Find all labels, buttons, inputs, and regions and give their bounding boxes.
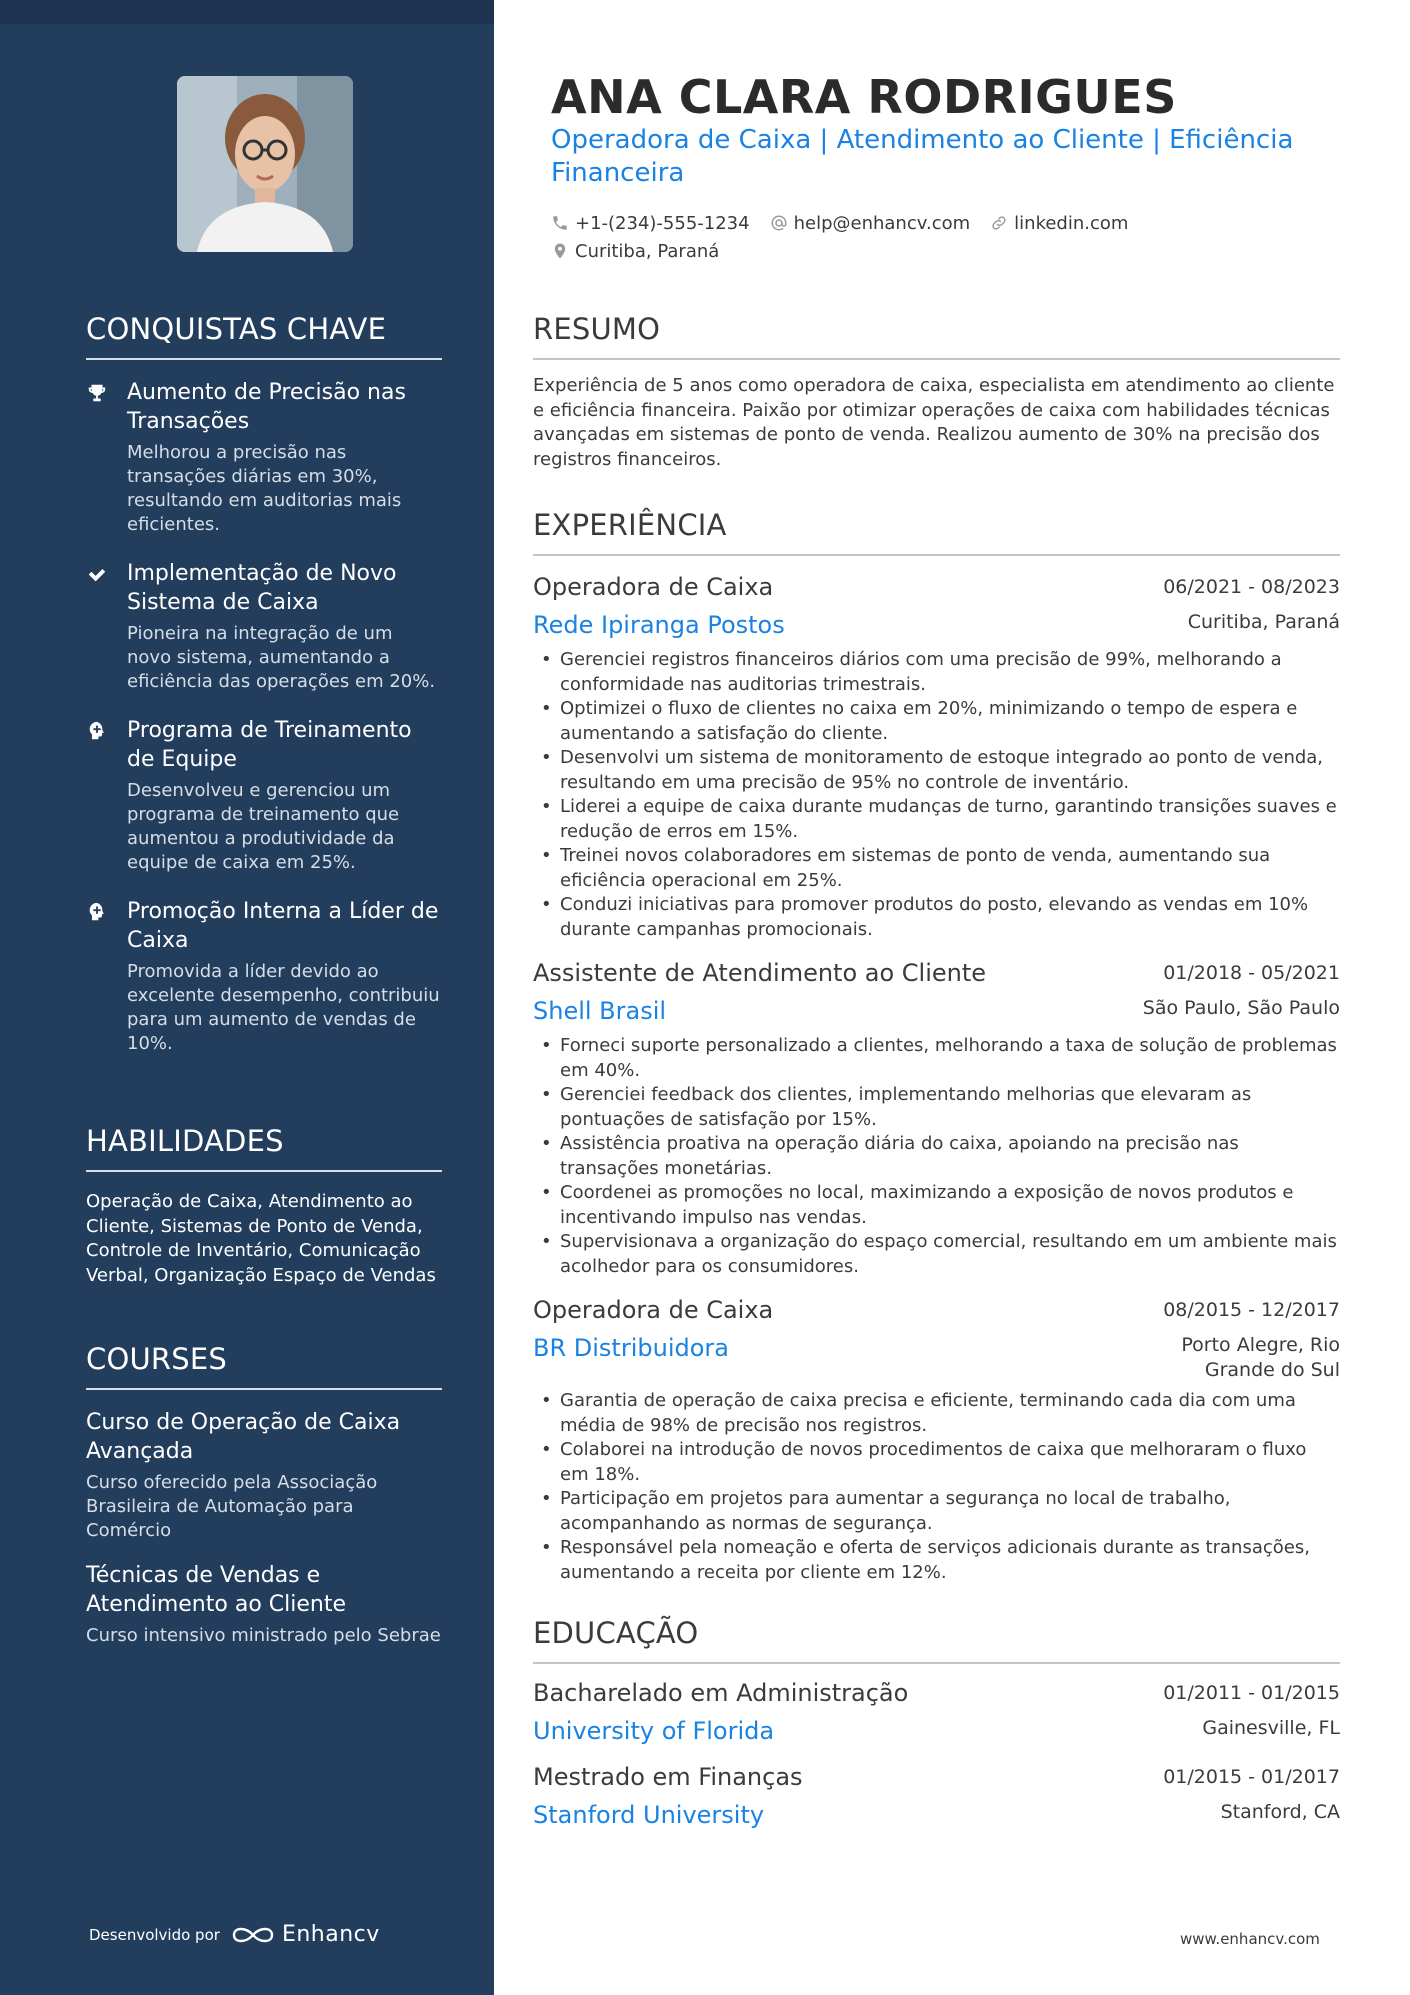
- job-bullet: • Conduzi iniciativas para promover produtos do posto, elevando as vendas em 10% durante campanhas promocionais.: [533, 893, 1340, 942]
- job-dates: 06/2021 - 08/2023: [1163, 576, 1340, 598]
- job-location: São Paulo, São Paulo: [1142, 997, 1340, 1019]
- phone-text: +1-(234)-555-1234: [575, 212, 750, 234]
- education-dates: 01/2015 - 01/2017: [1163, 1766, 1340, 1788]
- job-bullet: • Forneci suporte personalizado a clientes, melhorando a taxa de solução de problemas em 40%.: [533, 1034, 1340, 1083]
- profile-photo: [177, 76, 353, 252]
- achievement-description: Pioneira na integração de um novo sistema, aumentando a eficiência das operações em 20%.: [127, 623, 436, 692]
- skills-heading: HABILIDADES: [86, 1124, 442, 1172]
- job-bullet: • Colaborei na introdução de novos procedimentos de caixa que melhoraram o fluxo em 18%.: [533, 1438, 1340, 1487]
- job-bullet: • Treinei novos colaboradores em sistemas de ponto de venda, aumentando sua eficiência operacional em 25%.: [533, 844, 1340, 893]
- job-bullet: • Gerenciei feedback dos clientes, implementando melhorias que elevaram as pontuações de satisfação por 15%.: [533, 1083, 1340, 1132]
- brain-icon: [86, 901, 108, 923]
- sidebar-top-strip: [0, 0, 494, 24]
- education-school: University of Florida: [533, 1717, 775, 1745]
- job-title: Operadora de Caixa: [533, 1296, 774, 1324]
- education-degree: Mestrado em Finanças: [533, 1763, 803, 1791]
- course-title: Curso de Operação de Caixa Avançada: [86, 1410, 401, 1464]
- email-text: help@enhancv.com: [793, 212, 971, 234]
- achievement-item: [86, 716, 442, 875]
- enhancv-logo-icon: [230, 1923, 276, 1947]
- education-location: Stanford, CA: [1220, 1801, 1340, 1823]
- job-bullet: • Assistência proativa na operação diária do caixa, apoiando na precisão nas transações monetárias.: [533, 1132, 1340, 1181]
- achievement-item: [86, 378, 442, 537]
- job-company: BR Distribuidora: [533, 1334, 729, 1362]
- courses-heading: COURSES: [86, 1342, 442, 1390]
- linkedin-contact[interactable]: [990, 213, 1128, 234]
- candidate-headline: Operadora de Caixa | Atendimento ao Cliente | Eficiência Financeira: [551, 125, 1294, 188]
- achievement-item: [86, 559, 442, 694]
- powered-by: [89, 1922, 380, 1947]
- achievement-title: Promoção Interna a Líder de Caixa: [127, 899, 439, 953]
- achievements-heading: CONQUISTAS CHAVE: [86, 312, 442, 360]
- job-bullets: [533, 1389, 1340, 1585]
- education-degree: Bacharelado em Administração: [533, 1679, 909, 1707]
- phone-icon: [551, 214, 569, 232]
- brand-name: Enhancv: [281, 1922, 380, 1947]
- skills-section: [86, 1124, 442, 1288]
- candidate-name: ANA CLARA RODRIGUES: [551, 70, 1177, 124]
- job-bullet: • Garantia de operação de caixa precisa e eficiente, terminando cada dia com uma média de 98% de precisão nos registros.: [533, 1389, 1340, 1438]
- job-bullets: [533, 648, 1340, 942]
- summary-heading: RESUMO: [533, 312, 1340, 360]
- summary-text: Experiência de 5 anos como operadora de caixa, especialista em atendimento ao cliente e eficiência financeira. Paixão por otimizar operações de caixa com habilidades técnicas avançadas em sistemas de ponto de venda. Realizou aumento de 30% na precisão dos registros financeiros.: [533, 375, 1335, 470]
- location-pin-icon: [551, 242, 569, 260]
- achievement-description: Melhorou a precisão nas transações diárias em 30%, resultando em auditorias mais eficientes.: [127, 442, 402, 535]
- enhancv-logo[interactable]: [230, 1922, 380, 1947]
- job-entry: [533, 570, 1340, 942]
- education-section: [533, 1616, 1340, 1842]
- job-bullet: • Responsável pela nomeação e oferta de serviços adicionais durante as transações, aumentando a receita por cliente em 12%.: [533, 1536, 1340, 1585]
- contact-info: [551, 209, 1148, 265]
- job-bullet: • Gerenciei registros financeiros diários com uma precisão de 99%, melhorando a conformidade nas auditorias trimestrais.: [533, 648, 1340, 697]
- skills-text: Operação de Caixa, Atendimento ao Cliente, Sistemas de Ponto de Venda, Controle de Inventário, Comunicação Verbal, Organização Espaço de Vendas: [86, 1191, 436, 1286]
- email-contact[interactable]: [770, 213, 971, 234]
- sidebar: [0, 0, 494, 1995]
- job-title: Operadora de Caixa: [533, 573, 774, 601]
- education-heading: EDUCAÇÃO: [533, 1616, 1340, 1664]
- trophy-icon: [86, 382, 108, 404]
- experience-heading: EXPERIÊNCIA: [533, 508, 1340, 556]
- experience-section: [533, 508, 1340, 1585]
- job-bullet: • Participação em projetos para aumentar a segurança no local de trabalho, acompanhando as normas de segurança.: [533, 1487, 1340, 1536]
- check-icon: [86, 563, 108, 585]
- phone-contact[interactable]: [551, 213, 750, 234]
- job-bullet: • Supervisionava a organização do espaço comercial, resultando em um ambiente mais acolhedor para os consumidores.: [533, 1230, 1340, 1279]
- job-location: Porto Alegre, Rio Grande do Sul: [1181, 1334, 1340, 1381]
- education-entry: [533, 1676, 1340, 1748]
- job-dates: 01/2018 - 05/2021: [1163, 962, 1340, 984]
- education-school: Stanford University: [533, 1801, 765, 1829]
- course-description: Curso intensivo ministrado pelo Sebrae: [86, 1625, 441, 1646]
- job-company: Rede Ipiranga Postos: [533, 611, 785, 639]
- achievement-description: Desenvolveu e gerenciou um programa de treinamento que aumentou a produtividade da equipe de caixa em 25%.: [127, 780, 400, 873]
- at-icon: [770, 214, 788, 232]
- job-company: Shell Brasil: [533, 997, 667, 1025]
- job-entry: [533, 1293, 1340, 1585]
- education-entry: [533, 1760, 1340, 1832]
- job-location: Curitiba, Paraná: [1187, 611, 1340, 633]
- powered-by-label: Desenvolvido por: [89, 1925, 220, 1944]
- job-title: Assistente de Atendimento ao Cliente: [533, 959, 987, 987]
- education-dates: 01/2011 - 01/2015: [1163, 1682, 1340, 1704]
- achievement-title: Programa de Treinamento de Equipe: [127, 718, 412, 772]
- summary-section: [533, 312, 1340, 472]
- course-title: Técnicas de Vendas e Atendimento ao Cliente: [86, 1563, 346, 1617]
- location-text: Curitiba, Paraná: [575, 240, 720, 262]
- linkedin-text: linkedin.com: [1014, 212, 1129, 234]
- brain-icon: [86, 720, 108, 742]
- courses-section: [86, 1342, 442, 1658]
- location-contact: [551, 241, 719, 262]
- footer-url[interactable]: www.enhancv.com: [1180, 1930, 1320, 1948]
- education-location: Gainesville, FL: [1202, 1717, 1340, 1739]
- link-icon: [990, 214, 1008, 232]
- job-entry: [533, 956, 1340, 1279]
- achievement-title: Implementação de Novo Sistema de Caixa: [127, 561, 397, 615]
- course-item: [86, 1561, 442, 1648]
- job-bullet: • Desenvolvi um sistema de monitoramento de estoque integrado ao ponto de venda, resultando em uma precisão de 95% no controle de inventário.: [533, 746, 1340, 795]
- achievements-section: [86, 312, 442, 1078]
- job-bullet: • Optimizei o fluxo de clientes no caixa em 20%, minimizando o tempo de espera e aumentando a satisfação do cliente.: [533, 697, 1340, 746]
- job-dates: 08/2015 - 12/2017: [1163, 1299, 1340, 1321]
- achievement-item: [86, 897, 442, 1056]
- job-bullet: • Liderei a equipe de caixa durante mudanças de turno, garantindo transições suaves e redução de erros em 15%.: [533, 795, 1340, 844]
- course-item: [86, 1408, 442, 1543]
- course-description: Curso oferecido pela Associação Brasileira de Automação para Comércio: [86, 1472, 378, 1541]
- job-bullet: • Coordenei as promoções no local, maximizando a exposição de novos produtos e incentivando impulso nas vendas.: [533, 1181, 1340, 1230]
- achievement-description: Promovida a líder devido ao excelente desempenho, contribuiu para um aumento de vendas de 10%.: [127, 961, 440, 1054]
- job-bullets: [533, 1034, 1340, 1279]
- achievement-title: Aumento de Precisão nas Transações: [127, 380, 406, 434]
